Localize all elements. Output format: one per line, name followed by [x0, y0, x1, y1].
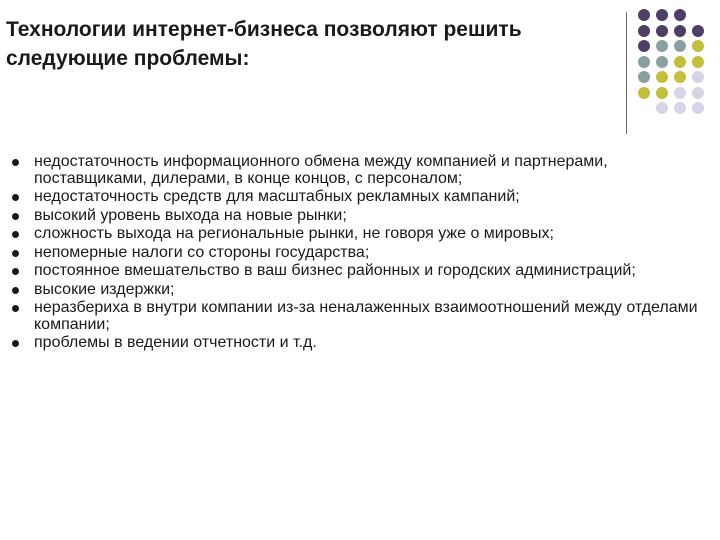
decorative-dot [674, 9, 686, 21]
decorative-dot [692, 56, 704, 68]
bullet-item [12, 282, 712, 299]
decorative-dot [638, 25, 650, 37]
decorative-dot [692, 87, 704, 99]
decorative-dot [656, 87, 668, 99]
decorative-dot [656, 40, 668, 52]
bullet-text: высокий уровень выхода на новые рынки; [34, 206, 347, 224]
bullet-dot-icon [12, 213, 19, 220]
bullet-list [12, 154, 712, 354]
bullet-text: недостаточность средств для масштабных рекламных кампаний; [34, 188, 520, 205]
bullet-dot-icon [12, 250, 19, 257]
bullet-text: высокие издержки; [34, 280, 175, 298]
bullet-dot-icon [12, 268, 19, 275]
bullet-dot-icon [12, 231, 19, 238]
bullet-item [12, 189, 712, 206]
bullet-text: непомерные налоги со стороны государства; [34, 243, 370, 261]
bullet-text: проблемы в ведении отчетности и т.д. [34, 334, 317, 351]
decorative-dot [674, 25, 686, 37]
decorative-dot [656, 71, 668, 83]
bullet-text: постоянное вмешательство в ваш бизнес районных и городских администраций; [34, 262, 636, 279]
decorative-dot [638, 71, 650, 83]
decorative-dot [656, 25, 668, 37]
decorative-dot [638, 40, 650, 52]
bullet-dot-icon [12, 305, 19, 312]
bullet-text: неразбериха в внутри компании из-за неналаженных взаимоотношений между отделами компании; [34, 299, 698, 333]
bullet-dot-icon [12, 194, 19, 201]
bullet-item [12, 154, 712, 187]
decorative-dot [638, 9, 650, 21]
decorative-dot [656, 56, 668, 68]
decorative-dot [692, 40, 704, 52]
decorative-dot [692, 25, 704, 37]
decorative-dot [656, 9, 668, 21]
bullet-item [12, 263, 712, 280]
bullet-item [12, 226, 712, 243]
decorative-dot [674, 71, 686, 83]
bullet-item [12, 208, 712, 225]
decorative-dot [674, 102, 686, 114]
slide-title: Технологии интернет-бизнеса позволяют решить следующие проблемы: [6, 18, 522, 70]
bullet-text: недостаточность информационного обмена между компанией и партнерами, поставщиками, дилерами, в конце концов, с персоналом; [34, 153, 608, 187]
bullet-dot-icon [12, 159, 19, 166]
bullet-item [12, 245, 712, 262]
decorative-dot [656, 102, 668, 114]
decorative-dot [674, 40, 686, 52]
decorative-dot [692, 71, 704, 83]
bullet-item [12, 335, 712, 352]
bullet-dot-icon [12, 287, 19, 294]
decorative-dot [692, 102, 704, 114]
divider-line [626, 12, 627, 134]
bullet-item [12, 300, 712, 333]
bullet-text: сложность выхода на региональные рынки, не говоря уже о мировых; [34, 225, 554, 242]
decorative-dot [674, 56, 686, 68]
decorative-dot [638, 56, 650, 68]
decorative-dot-grid [638, 9, 718, 119]
decorative-dot [674, 87, 686, 99]
decorative-dot [638, 87, 650, 99]
bullet-dot-icon [12, 340, 19, 347]
